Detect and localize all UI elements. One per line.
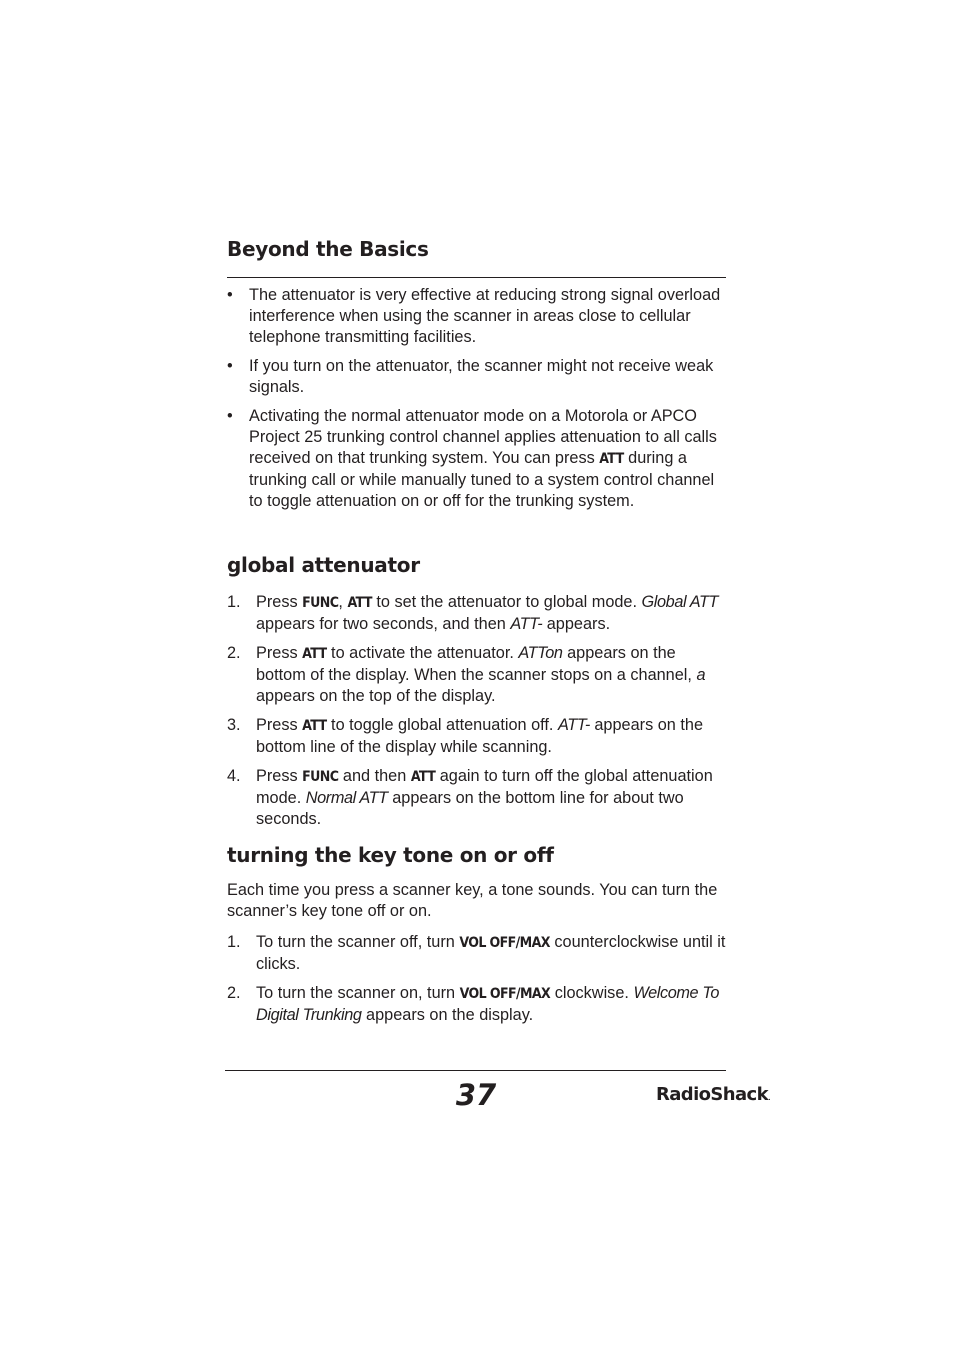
- body-text: appears on the top of the display.: [256, 687, 496, 705]
- step-number: 1.: [227, 933, 241, 951]
- body-text: during a trunking call or while manually tuned to a system control channel to toggle attenuation on or off for the trunking system.: [249, 449, 715, 510]
- key-label: ATT: [410, 769, 436, 785]
- step-item: [227, 932, 726, 975]
- header-rule: [227, 277, 726, 278]
- brand-mark: .: [768, 1093, 771, 1103]
- brand-logo: [656, 1084, 770, 1105]
- body-text: appears.: [542, 615, 611, 633]
- step-number: 4.: [227, 767, 241, 785]
- global-attenuator-heading: global attenuator: [227, 553, 420, 577]
- key-label: ATT: [302, 646, 327, 662]
- key-tone-heading: turning the key tone on or off: [227, 843, 554, 867]
- body-text: If you turn on the attenuator, the scanner might not receive weak signals.: [249, 357, 714, 396]
- key-tone-steps: [227, 932, 726, 1034]
- key-label: ATT: [302, 718, 327, 734]
- body-text: Press: [256, 767, 303, 785]
- bullet-item: [227, 406, 726, 512]
- bullet-marker: •: [227, 357, 233, 375]
- body-text: Press: [256, 716, 303, 734]
- page-number: 37: [455, 1078, 497, 1112]
- step-item: [227, 766, 726, 830]
- body-text: counterclockwise until it clicks.: [256, 933, 726, 973]
- body-text: The attenuator is very effective at reducing strong signal overload interference when using the scanner in areas close to cellular telephone transmitting facilities.: [249, 286, 721, 346]
- bullet-marker: •: [227, 286, 233, 304]
- body-text: ,: [338, 593, 348, 611]
- body-text: to toggle global attenuation off.: [326, 716, 558, 734]
- body-text: To turn the scanner off, turn: [256, 933, 460, 951]
- body-text: to set the attenuator to global mode.: [371, 593, 642, 611]
- step-number: 2.: [227, 984, 241, 1002]
- global-attenuator-steps: [227, 592, 726, 838]
- body-text: appears on the bottom line for about two seconds.: [256, 789, 684, 828]
- display-text: Global ATT: [641, 593, 719, 611]
- body-text: appears on the bottom line of the display while scanning.: [256, 716, 703, 756]
- key-tone-intro: Each time you press a scanner key, a tone sounds. You can turn the scanner’s key tone off or on.: [227, 881, 718, 920]
- body-text: clockwise.: [550, 984, 634, 1002]
- body-text: again to turn off the global attenuation mode.: [256, 767, 713, 807]
- step-item: [227, 643, 726, 707]
- step-number: 3.: [227, 716, 241, 734]
- display-text: Normal ATT: [305, 789, 388, 807]
- body-text: Press: [256, 644, 303, 662]
- display-text: ATT-: [510, 615, 543, 633]
- bullet-marker: •: [227, 407, 233, 425]
- key-label: VOL OFF/MAX: [459, 986, 551, 1002]
- body-text: To turn the scanner on, turn: [256, 984, 460, 1002]
- brand-name: RadioShack: [656, 1084, 768, 1105]
- bullet-item: [227, 356, 726, 398]
- body-text: appears on the bottom of the display. When the scanner stops on a channel,: [256, 644, 697, 684]
- footer-rule: [225, 1070, 726, 1071]
- body-text: appears for two seconds, and then: [256, 615, 511, 633]
- key-label: ATT: [599, 451, 624, 467]
- step-item: [227, 983, 726, 1026]
- display-text: a: [696, 666, 706, 684]
- display-text: ATTon: [518, 644, 563, 662]
- bullet-list: [227, 285, 726, 520]
- body-text: Activating the normal attenuator mode on a Motorola or APCO Project 25 trunking control channel applies attenuation to all calls received on that trunking system. You can press: [249, 407, 717, 467]
- display-text: ATT-: [557, 716, 590, 734]
- display-text: Welcome To Digital Trunking: [256, 984, 720, 1024]
- step-number: 1.: [227, 593, 241, 611]
- section-header: Beyond the Basics: [227, 237, 429, 261]
- step-item: [227, 592, 726, 635]
- key-label: FUNC: [302, 595, 339, 611]
- body-text: appears on the display.: [361, 1006, 534, 1024]
- body-text: Press: [256, 593, 303, 611]
- body-text: and then: [338, 767, 411, 785]
- step-number: 2.: [227, 644, 241, 662]
- step-item: [227, 715, 726, 758]
- body-text: to activate the attenuator.: [326, 644, 519, 662]
- key-label: FUNC: [302, 769, 339, 785]
- bullet-item: [227, 285, 726, 348]
- key-label: ATT: [347, 595, 372, 611]
- key-label: VOL OFF/MAX: [459, 935, 550, 951]
